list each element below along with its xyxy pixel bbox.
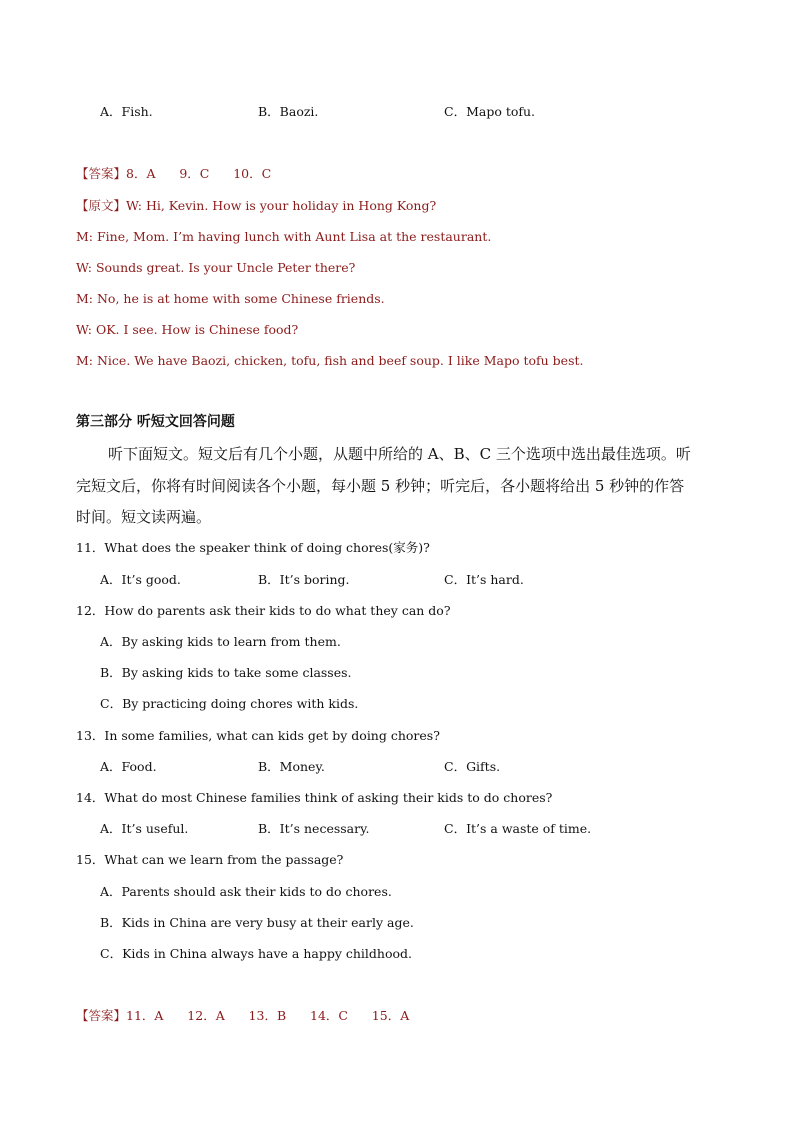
transcript-line: M: Fine, Mom. I’m having lunch with Aunt Lisa at the restaurant. [76, 229, 492, 244]
transcript-line: M: No, he is at home with some Chinese friends. [76, 291, 385, 306]
question-stem: 14．What do most Chinese families think of asking their kids to do chores? [76, 790, 553, 805]
option-a: A．By asking kids to learn from them. [100, 634, 341, 649]
option-b: B．It’s boring. [258, 572, 350, 587]
transcript-label: 【原文】 [76, 198, 127, 213]
answer-values: 11．A 12．A 13．B 14．C 15．A [126, 1008, 410, 1023]
option-a: A．Fish. [100, 104, 153, 119]
transcript-text: W: Hi, Kevin. How is your holiday in Hong Kong? [126, 198, 437, 213]
question-stem: 15．What can we learn from the passage? [76, 852, 344, 867]
option-b: B．Kids in China are very busy at their early age. [100, 915, 414, 930]
option-a: A．Parents should ask their kids to do chores. [100, 884, 392, 899]
question-stem: 11．What does the speaker think of doing chores(家务)? [76, 540, 430, 555]
transcript-line: W: Sounds great. Is your Uncle Peter there? [76, 260, 356, 275]
option-c: C．Gifts. [444, 759, 501, 774]
question-stem: 12．How do parents ask their kids to do what they can do? [76, 603, 451, 618]
instruction-line: 时间。短文读两遍。 [76, 508, 212, 526]
answer-line-1 [76, 166, 271, 182]
option-c: C．It’s a waste of time. [444, 821, 592, 836]
option-c: C．Kids in China always have a happy childhood. [100, 946, 412, 961]
instruction-line: 听下面短文。短文后有几个小题，从题中所给的 A、B、C 三个选项中选出最佳选项。听 [108, 445, 691, 463]
option-a: A．It’s useful. [100, 821, 189, 836]
option-b: B．Money. [258, 759, 325, 774]
transcript-line: W: OK. I see. How is Chinese food? [76, 322, 299, 337]
option-b: B．By asking kids to take some classes. [100, 665, 352, 680]
section-heading: 第三部分 听短文回答问题 [76, 414, 235, 430]
option-c: C．It’s hard. [444, 572, 524, 587]
option-a: A．Food. [100, 759, 157, 774]
transcript-line: M: Nice. We have Baozi, chicken, tofu, fish and beef soup. I like Mapo tofu best. [76, 353, 584, 368]
option-b: B．Baozi. [258, 104, 319, 119]
instruction-line: 完短文后，你将有时间阅读各个小题，每小题 5 秒钟；听完后，各小题将给出 5 秒钟的作答 [76, 477, 685, 495]
transcript-line [76, 198, 436, 214]
answer-values: 8．A 9．C 10．C [126, 166, 272, 181]
option-b: B．It’s necessary. [258, 821, 370, 836]
option-a: A．It’s good. [100, 572, 181, 587]
option-c: C．By practicing doing chores with kids. [100, 696, 359, 711]
answer-label: 【答案】 [76, 166, 127, 181]
question-stem: 13．In some families, what can kids get by doing chores? [76, 728, 440, 743]
answer-label: 【答案】 [76, 1008, 127, 1023]
option-c: C．Mapo tofu. [444, 104, 536, 119]
answer-line-2 [76, 1008, 409, 1024]
